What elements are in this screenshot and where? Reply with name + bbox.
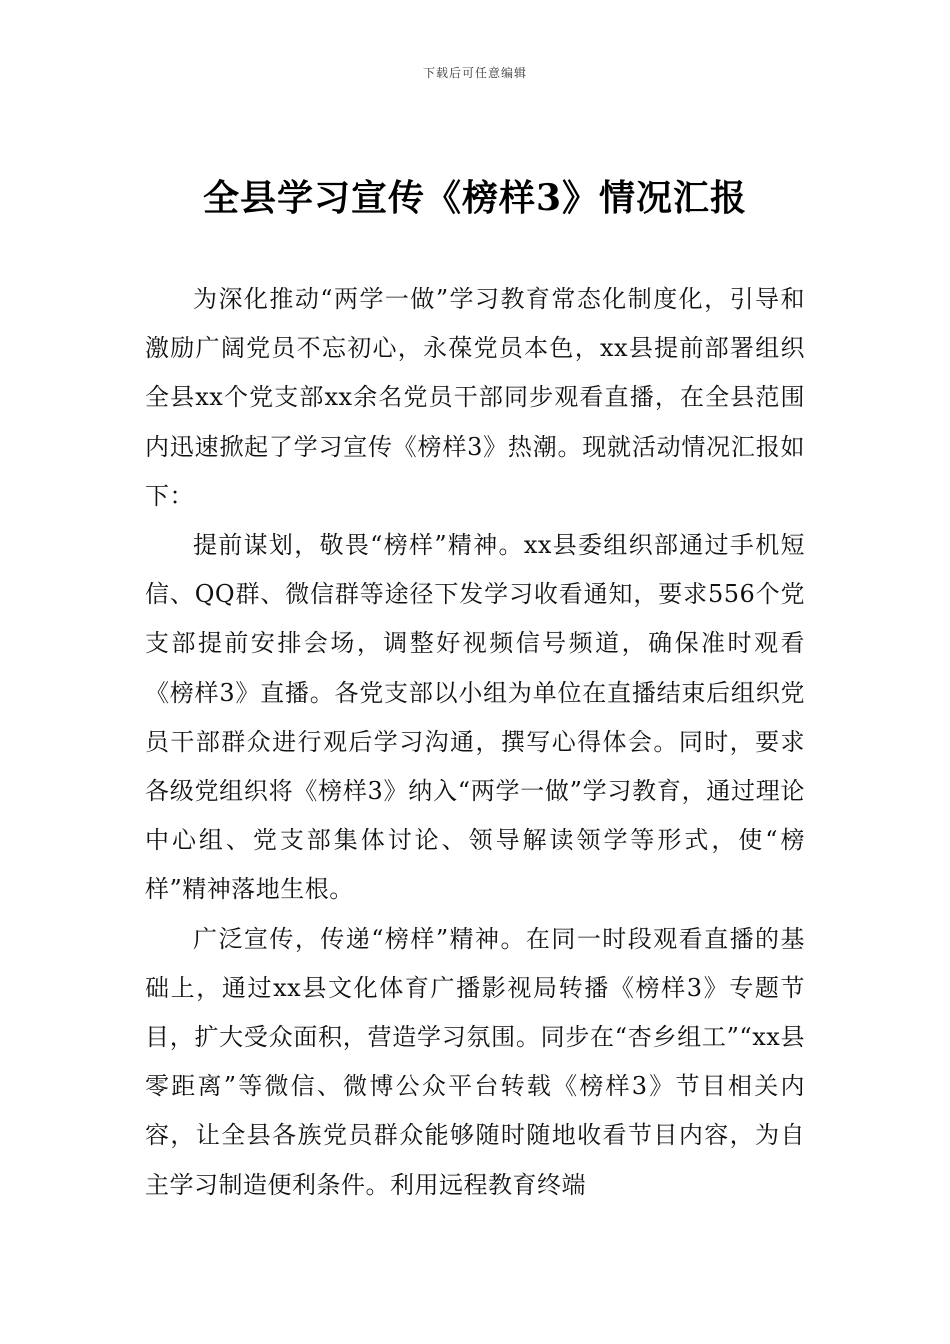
paragraph-intro: 为深化推动“两学一做”学习教育常态化制度化，引导和激励广阔党员不忘初心，永葆党员本色，xx县提前部署组织全县xx个党支部xx余名党员干部同步观看直播，在全县范围内迅速掀起了学习宣传《榜样3》热潮。现就活动情况汇报如下： [145,285,805,510]
document-title: 全县学习宣传《榜样3》情况汇报 [202,177,748,219]
paragraph-planning: 提前谋划，敬畏“榜样”精神。xx县委组织部通过手机短信、QQ群、微信群等途径下发学习收看通知，要求556个党支部提前安排会场，调整好视频信号频道，确保准时观看《榜样3》直播。各党支部以小组为单位在直播结束后组织党员干部群众进行观后学习沟通，撰写心得体会。同时，要求各级党组织将《榜样3》纳入“两学一做”学习教育，通过理论中心组、党支部集体讨论、领导解读领学等形式，使“榜样”精神落地生根。 [145,531,805,904]
document-body [145,275,805,1210]
paragraph-publicity: 广泛宣传，传递“榜样”精神。在同一时段观看直播的基础上，通过xx县文化体育广播影视局转播《榜样3》专题节目，扩大受众面积，营造学习氛围。同步在“杏乡组工”“xx县零距离”等微信、微博公众平台转载《榜样3》节目相关内容，让全县各族党员群众能够随时随地收看节目内容，为自主学习制造便利条件。利用远程教育终端 [145,924,805,1199]
header-note: 下载后可任意编辑 [422,66,527,80]
